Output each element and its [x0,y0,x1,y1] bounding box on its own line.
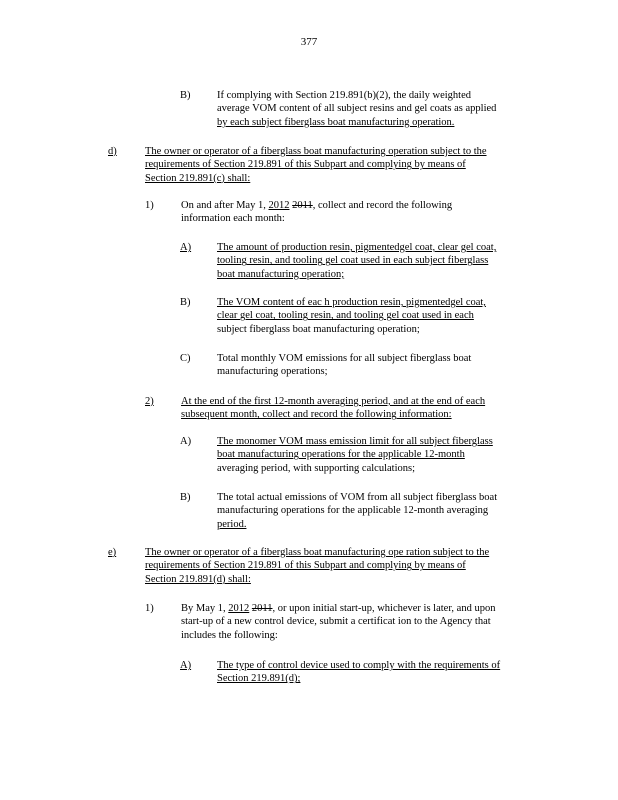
text-run: information each month: [181,213,285,225]
text-run: The total actual emissions of VOM from all subject fiberglass boat [217,492,498,503]
inserted-text: The amount of production resin, pigmentedgel coat, clear gel coat, [217,242,497,253]
text-line [217,462,537,475]
inserted-text: clear gel coat, tooling resin, and tooling gel coat used in each [217,310,474,322]
item-text [217,241,535,281]
text-line [145,172,537,185]
inserted-text: 2012 [228,603,250,614]
text-run: On and after May 1, [181,200,269,211]
text-line [217,491,537,504]
page-number: 377 [300,36,318,48]
text-line [217,659,543,672]
item-label: A) [180,242,192,253]
text-run: average VOM content of all subject resins and gel coats as applied [217,103,497,115]
text-line [217,309,527,322]
text-line [217,241,535,254]
item-label: 2) [145,396,154,407]
text-line [217,518,537,531]
item-text [145,145,537,185]
inserted-text: Section 219.891(d) shall: [145,573,251,585]
text-line [181,408,527,421]
item-text [217,435,537,475]
inserted-text: tooling resin, and tooling gel coat used in each subject fiberglass [217,255,489,267]
text-run: By May 1, [181,603,229,614]
text-line [181,212,483,225]
inserted-text: The monomer VOM mass emission limit for all subject fiberglass [217,436,493,447]
text-line [217,296,527,309]
inserted-text: The type of control device used to comply with the requirements of [217,660,501,671]
text-line [181,199,483,212]
text-run: , collect and record the following [312,200,453,211]
item-text [217,659,543,686]
inserted-text: subsequent month, collect and record the following information: [181,409,452,421]
inserted-text: boat manufacturing operation; [217,268,345,280]
item-text [181,395,527,422]
inserted-text: by each subject fiberglass boat manufacturing operation. [217,116,455,128]
item-text [181,199,483,226]
text-line [217,323,527,336]
item-label: A) [180,436,192,447]
text-line [145,158,537,171]
text-line [217,435,537,448]
text-line [145,546,537,559]
item-label: B) [180,90,191,101]
text-line [217,365,509,378]
text-line [217,102,533,115]
text-line [181,602,537,615]
item-label: 1) [145,603,154,614]
text-run: includes the following: [181,629,278,641]
text-line [217,254,535,267]
item-text [145,546,537,586]
text-line [217,672,543,685]
text-run: averaging period, with supporting calculations; [217,462,415,474]
text-line [217,448,537,461]
text-run: manufacturing operations for the applicable 12-month averaging [217,505,489,517]
text-run: start-up of a new control device, submit a certificat ion to the Agency that [181,616,491,628]
inserted-text: requirements of Section 219.891 of this Subpart and complying by means of [145,159,466,171]
text-run: manufacturing operations; [217,366,328,378]
inserted-text: period. [217,518,247,530]
deleted-text: 2011 [251,603,273,614]
text-run: If complying with Section 219.891(b)(2), the daily weighted [217,90,471,101]
inserted-text: At the end of the first 12-month averaging period, and at the end of each [181,396,486,407]
item-text [217,296,527,336]
text-line [217,352,509,365]
text-run: subject fiberglass boat manufacturing operation; [217,323,420,335]
item-label: A) [180,660,192,671]
text-line [217,268,535,281]
text-line [145,145,537,158]
inserted-text: The VOM content of eac h production resin, pigmentedgel coat, [217,297,486,308]
item-text [217,491,537,531]
item-text [217,352,509,379]
item-label: 1) [145,200,154,211]
inserted-text: The owner or operator of a fiberglass boat manufacturing ope ration subject to the [145,547,490,558]
inserted-text: Section 219.891(c) shall: [145,172,251,184]
text-line [145,573,537,586]
item-label: e) [108,547,117,558]
deleted-text: 2011 [292,200,313,211]
inserted-text: The owner or operator of a fiberglass boat manufacturing operation subject to the [145,146,487,157]
inserted-text: Section 219.891(d); [217,673,301,685]
text-run: , or upon initial start-up, whichever is later, and upon [272,603,496,614]
item-label: B) [180,297,191,308]
inserted-text: boat manufacturing operations for the applicable 12-month [217,449,465,461]
item-text [217,89,533,129]
text-line [181,629,537,642]
inserted-text: requirements of Section 219.891 of this Subpart and complying by means of [145,560,466,572]
item-label: d) [108,146,117,157]
text-line [217,89,533,102]
text-line [217,116,533,129]
text-run: Total monthly VOM emissions for all subject fiberglass boat [217,353,472,364]
inserted-text: 2012 [268,200,290,211]
item-text [181,602,537,642]
text-line [181,615,537,628]
text-line [181,395,527,408]
item-label: B) [180,492,191,503]
item-label: C) [180,353,191,364]
text-line [145,559,537,572]
text-line [217,504,537,517]
